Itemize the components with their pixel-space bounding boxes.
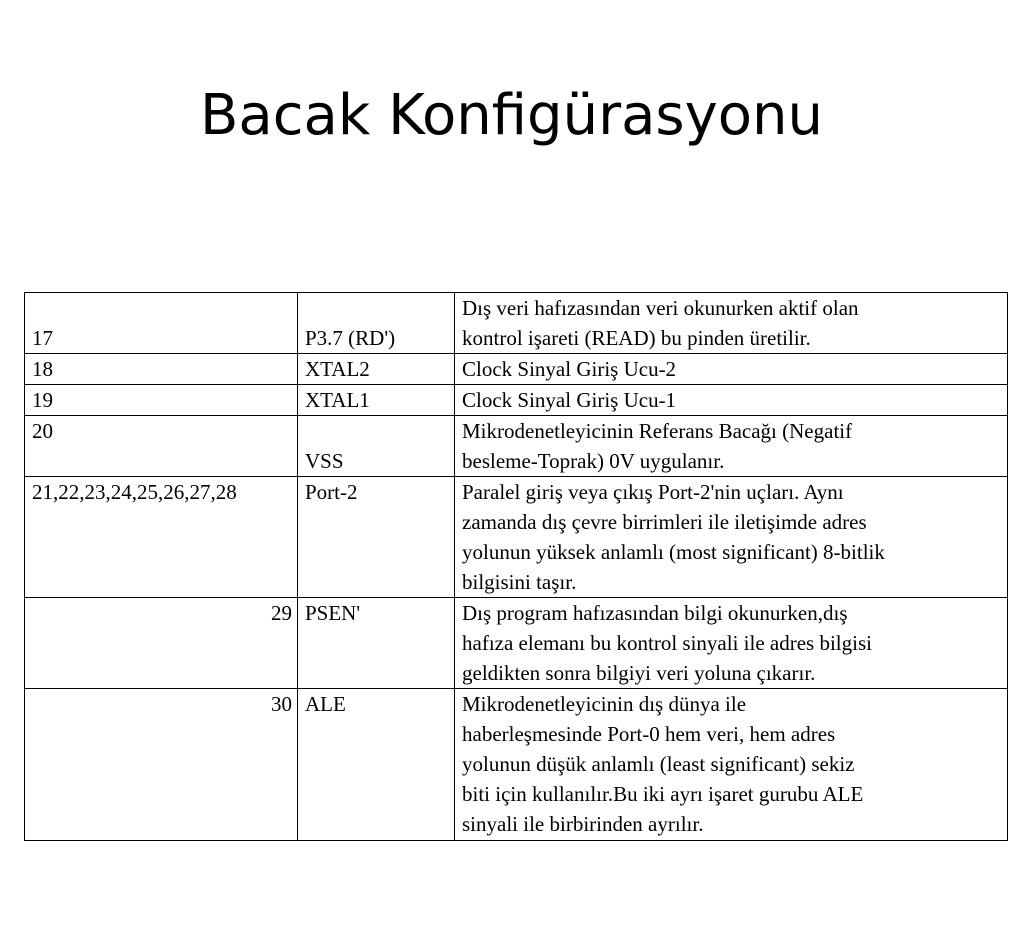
pin-number-cell: 17 (25, 293, 298, 354)
pin-name-cell: VSS (298, 416, 455, 477)
description-line: Clock Sinyal Giriş Ucu-1 (462, 388, 677, 412)
pin-name-cell: Port-2 (298, 477, 455, 598)
pin-configuration-table (24, 292, 1008, 841)
pin-number-cell: 19 (25, 385, 298, 416)
table-row (25, 293, 1008, 354)
description-line: Clock Sinyal Giriş Ucu-2 (462, 357, 677, 381)
pin-description-cell (455, 689, 1008, 841)
pin-name-cell: P3.7 (RD') (298, 293, 455, 354)
description-line: hafıza elemanı bu kontrol sinyali ile adres bilgisi (462, 631, 872, 655)
description-line: yolunun yüksek anlamlı (most significant) 8-bitlik (462, 540, 885, 564)
pin-description-cell (455, 477, 1008, 598)
description-line: bilgisini taşır. (462, 570, 577, 594)
description-line: sinyali ile birbirinden ayrılır. (462, 812, 704, 836)
description-line: biti için kullanılır.Bu iki ayrı işaret gurubu ALE (462, 782, 864, 806)
description-line: yolunun düşük anlamlı (least significant) sekiz (462, 752, 855, 776)
pin-name-cell: PSEN' (298, 598, 455, 689)
table-row (25, 477, 1008, 598)
pin-number-cell: 18 (25, 354, 298, 385)
description-line: haberleşmesinde Port-0 hem veri, hem adres (462, 722, 836, 746)
pin-description-cell (455, 293, 1008, 354)
description-line: Mikrodenetleyicinin Referans Bacağı (Negatif (462, 419, 853, 443)
pin-number-cell: 20 (25, 416, 298, 477)
pin-number-cell: 30 (25, 689, 298, 841)
pin-number-cell: 21,22,23,24,25,26,27,28 (25, 477, 298, 598)
description-line: Paralel giriş veya çıkış Port-2'nin uçları. Aynı (462, 480, 844, 504)
pin-description-cell (455, 354, 1008, 385)
pin-name-cell: XTAL2 (298, 354, 455, 385)
page-title: Bacak Konfigürasyonu (200, 83, 823, 148)
pin-name-cell: XTAL1 (298, 385, 455, 416)
description-line: Dış program hafızasından bilgi okunurken,dış (462, 601, 848, 625)
pin-description-cell (455, 385, 1008, 416)
table-row (25, 385, 1008, 416)
table-row (25, 689, 1008, 841)
pin-description-cell (455, 416, 1008, 477)
description-line: besleme-Toprak) 0V uygulanır. (462, 449, 725, 473)
description-line: geldikten sonra bilgiyi veri yoluna çıkarır. (462, 661, 816, 685)
table-row (25, 354, 1008, 385)
description-line: Dış veri hafızasından veri okunurken aktif olan (462, 296, 859, 320)
table-row (25, 416, 1008, 477)
pin-number-cell: 29 (25, 598, 298, 689)
table-row (25, 598, 1008, 689)
pin-name-cell: ALE (298, 689, 455, 841)
description-line: zamanda dış çevre birrimleri ile iletişimde adres (462, 510, 867, 534)
description-line: kontrol işareti (READ) bu pinden üretilir. (462, 326, 811, 350)
description-line: Mikrodenetleyicinin dış dünya ile (462, 692, 747, 716)
pin-description-cell (455, 598, 1008, 689)
